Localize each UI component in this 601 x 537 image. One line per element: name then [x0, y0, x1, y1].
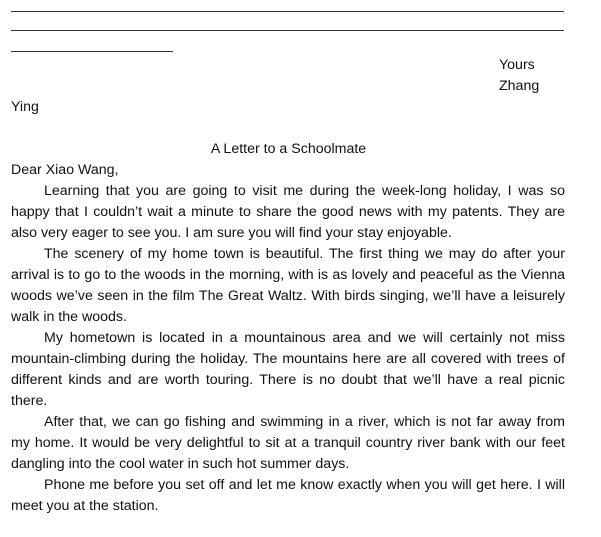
paragraph-5: Phone me before you set off and let me know exactly when you will get here. I will meet you at the station. [11, 477, 565, 514]
closing-yours: Yours [499, 57, 535, 73]
letter-salutation: Dear Xiao Wang, [11, 162, 119, 178]
signature-name-part1: Zhang [499, 78, 540, 94]
paragraph-1: Learning that you are going to visit me during the week-long holiday, I was so happy that I couldn’t wait a minute to share the good news with my patents. They are also very eager to see you. I am sure you will find your stay enjoyable. [11, 183, 565, 241]
letter-title: A Letter to a Schoolmate [210, 141, 367, 157]
signature-name-part2: Ying [11, 99, 39, 115]
paragraph-2: The scenery of my home town is beautiful. The first thing we may do after your arrival is to go to the woods in the morning, with is as lovely and peaceful as the Vienna woods we’ve seen in the film The Great Waltz. With birds singing, we’ll have a leisurely walk in the woods. [11, 246, 565, 325]
letter-body [11, 181, 565, 517]
paragraph-4: After that, we can go fishing and swimming in a river, which is not far away from my home. It would be very delightful to sit at a tranquil country river bank with our feet dangling into the cool water in such hot summer days. [11, 414, 565, 472]
answer-line-2 [11, 30, 564, 31]
paragraph-3: My hometown is located in a mountainous area and we will certainly not miss mountain-climbing during the holiday. The mountains here are all covered with trees of different kinds and are worth touring. There is no doubt that we’ll have a real picnic there. [11, 330, 565, 409]
answer-line-1 [11, 11, 564, 12]
answer-line-3 [11, 51, 173, 52]
